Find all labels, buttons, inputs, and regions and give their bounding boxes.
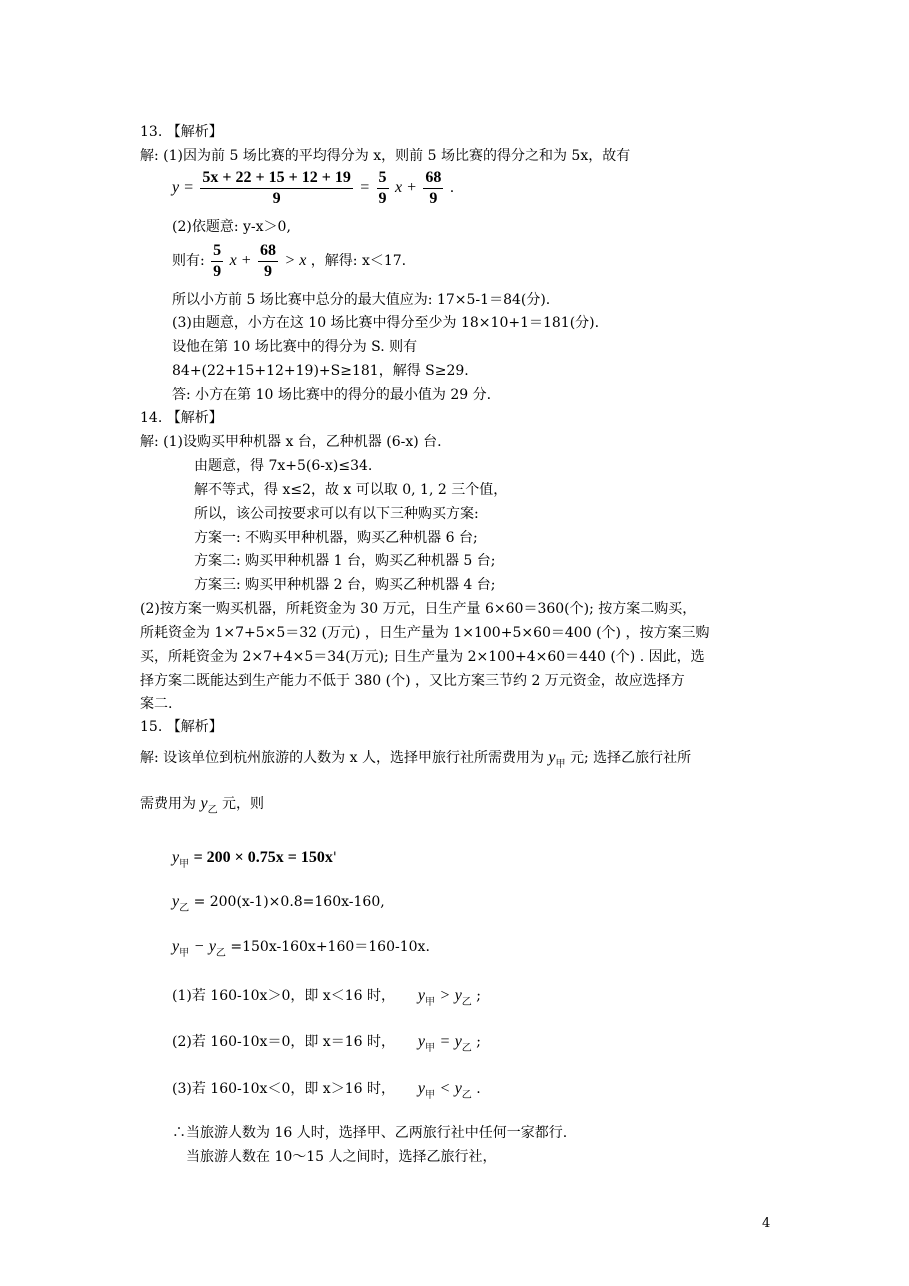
q14-line12: 案二.	[140, 696, 173, 712]
q15-conclusion1: ∴当旅游人数为 16 人时，选择甲、乙两旅行社中任何一家都行.	[172, 1125, 568, 1141]
q13-equation: y = $\frac{5x + 22 + 15 + 12 + 19}{9}$ = $\frac{5}{9}$ x + $\frac{68}{9}$ .	[172, 168, 455, 207]
q14-line11: 择方案二既能达到生产能力不低于 380 (个) ，又比方案三节约 2 万元资金，故应选择方	[140, 673, 685, 689]
q14-line4: 所以，该公司按要求可以有以下三种购买方案:	[194, 506, 479, 522]
q14-line9: 所耗资金为 1×7+5×5＝32 (万元) ，日生产量为 1×100+5×60＝400 (个) ，按方案三购	[140, 625, 710, 641]
q13-header: 13. 【解析】	[140, 124, 223, 140]
q14-line3: 解不等式，得 x≤2，故 x 可以取 0, 1, 2 三个值，	[194, 482, 508, 498]
q14-line2: 由题意，得 7x+5(6-x)≤34.	[194, 458, 373, 474]
q14-line8: (2)按方案一购买机器，所耗资金为 30 万元，日生产量 6×60＝360(个); 按方案二购买，	[140, 601, 697, 617]
q15-case3: (3)若 160-10x＜0，即 x＞16 时， $y_甲 < y_乙$ .	[172, 1080, 481, 1101]
q14-line10: 买，所耗资金为 2×7+4×5＝34(万元); 日生产量为 2×100+4×60＝440 (个) . 因此，选	[140, 649, 705, 665]
q15-header: 15. 【解析】	[140, 719, 223, 735]
q15-eq1: $y_甲 = 200 \times 0.75x = 150x'$	[172, 849, 337, 870]
q15-case2: (2)若 160-10x＝0，即 x＝16 时， $y_甲 = y_乙$ ;	[172, 1033, 481, 1054]
q14-plan1: 方案一: 不购买甲种机器，购买乙种机器 6 台;	[194, 530, 478, 546]
q13-line5: (3)由题意，小方在这 10 场比赛中得分至少为 18×10+1＝181(分).	[172, 315, 600, 331]
q15-case1: (1)若 160-10x＞0，即 x＜16 时， $y_甲 > y_乙$ ;	[172, 987, 481, 1008]
q13-line1: 解: (1)因为前 5 场比赛的平均得分为 x，则前 5 场比赛的得分之和为 5x，故有	[140, 148, 631, 164]
q15-eq3: $y_甲 - y_乙 =150x-160x+160=160-10x$.	[172, 938, 430, 959]
q13-line6: 设他在第 10 场比赛中的得分为 S. 则有	[172, 339, 418, 355]
q14-header: 14. 【解析】	[140, 410, 223, 426]
q14-line1: 解: (1)设购买甲种机器 x 台，乙种机器 (6-x) 台.	[140, 434, 442, 450]
q15-conclusion2: 当旅游人数在 10～15 人之间时，选择乙旅行社，	[186, 1149, 497, 1165]
q13-line4: 所以小方前 5 场比赛中总分的最大值应为: 17×5-1＝84(分).	[172, 292, 551, 308]
q13-line7: 84+(22+15+12+19)+S≥181，解得 S≥29.	[172, 363, 469, 379]
q13-line2: (2)依题意: y-x＞0,	[172, 219, 291, 235]
q13-line3: 则有: $\frac{5}{9}$ x + $\frac{68}{9}$ > x ，解得: x＜17.	[172, 241, 407, 280]
q14-plan3: 方案三: 购买甲种机器 2 台，购买乙种机器 4 台;	[194, 577, 496, 593]
q15-line2: 需费用为 $y_乙$ 元，则	[140, 795, 265, 816]
page-number: 4	[762, 1216, 771, 1231]
q15-eq2: $y_乙 = 200(x-1)\times 0.8=160x-160$,	[172, 893, 385, 914]
q13-line8: 答: 小方在第 10 场比赛中的得分的最小值为 29 分.	[172, 387, 492, 403]
q15-line1: 解: 设该单位到杭州旅游的人数为 x 人，选择甲旅行社所需费用为 $y_甲$ 元; 选择乙旅行社所	[140, 749, 692, 770]
q14-plan2: 方案二: 购买甲种机器 1 台，购买乙种机器 5 台;	[194, 553, 496, 569]
